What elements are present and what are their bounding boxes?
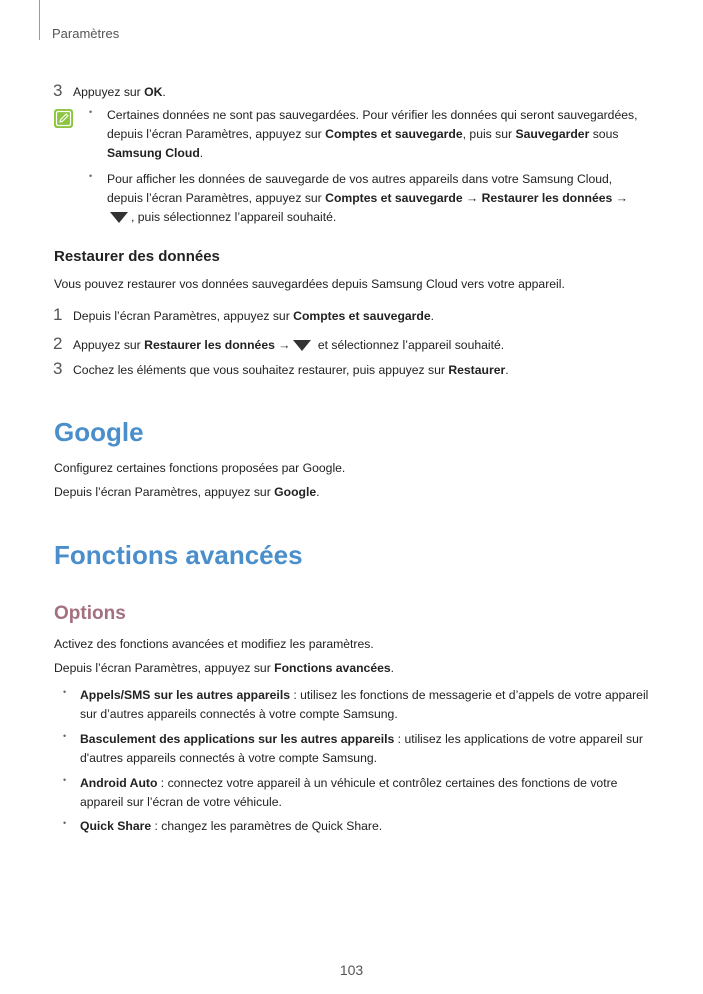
restore-step-2 — [0, 335, 703, 355]
subheading-options: Options — [54, 603, 126, 624]
list-item: • Quick Share : changez les paramètres de Quick Share. — [63, 817, 649, 836]
step-text: Appuyez sur OK. — [73, 85, 166, 99]
options-list — [63, 686, 649, 842]
step-number: 3 — [53, 359, 63, 378]
section-heading-restore: Restaurer des données — [54, 248, 220, 265]
note-list — [89, 106, 648, 233]
google-line-2: Depuis l’écran Paramètres, appuyez sur Google. — [54, 485, 320, 499]
note-item: • Certaines données ne sont pas sauvegardées. Pour vérifier les données qui seront sauvegardées, depuis l’écran Paramètres, appuyez sur Comptes et sauvegarde, puis sur Sauvegarder sous Samsung Cloud. — [89, 106, 648, 163]
note-pencil-icon — [54, 109, 73, 128]
running-head: Paramètres — [52, 26, 120, 41]
page-number: 103 — [339, 962, 364, 978]
advanced-line-1: Activez des fonctions avancées et modifiez les paramètres. — [54, 637, 374, 651]
triangle-down-icon — [110, 212, 128, 223]
restore-step-1 — [0, 306, 703, 326]
step-text: Cochez les éléments que vous souhaitez restaurer, puis appuyez sur Restaurer. — [73, 363, 509, 377]
step-number: 2 — [53, 334, 63, 353]
list-item: • Appels/SMS sur les autres appareils : utilisez les fonctions de messagerie et d’appels de votre appareil sur d’autres appareils connectés à votre compte Samsung. — [63, 686, 649, 724]
page-edge-marker — [39, 0, 40, 40]
google-line-1: Configurez certaines fonctions proposées par Google. — [54, 461, 346, 475]
step-text: Appuyez sur Restaurer les données → et sélectionnez l’appareil souhaité. — [73, 338, 505, 352]
advanced-line-2: Depuis l’écran Paramètres, appuyez sur Fonctions avancées. — [54, 661, 395, 675]
list-item: • Basculement des applications sur les autres appareils : utilisez les applications de votre appareil sur d'autres appareils connectés à votre compte Samsung. — [63, 730, 649, 768]
triangle-down-icon — [293, 340, 311, 351]
section-heading-google: Google — [54, 417, 144, 447]
step-ok — [0, 82, 703, 102]
list-item: • Android Auto : connectez votre appareil à un véhicule et contrôlez certaines des fonctions de votre appareil sur l’écran de votre véhicule. — [63, 774, 649, 812]
step-number: 3 — [53, 81, 63, 100]
restore-intro: Vous pouvez restaurer vos données sauvegardées depuis Samsung Cloud vers votre appareil. — [54, 277, 565, 291]
note-item: • Pour afficher les données de sauvegarde de vos autres appareils dans votre Samsung Cloud, depuis l’écran Paramètres, appuyez sur Comptes et sauvegarde → Restaurer les données →, puis sélectionnez l’appareil souhaité. — [89, 170, 648, 227]
step-number: 1 — [53, 305, 63, 324]
section-heading-advanced: Fonctions avancées — [54, 540, 303, 570]
step-text: Depuis l’écran Paramètres, appuyez sur Comptes et sauvegarde. — [73, 309, 435, 323]
restore-step-3 — [0, 360, 703, 380]
